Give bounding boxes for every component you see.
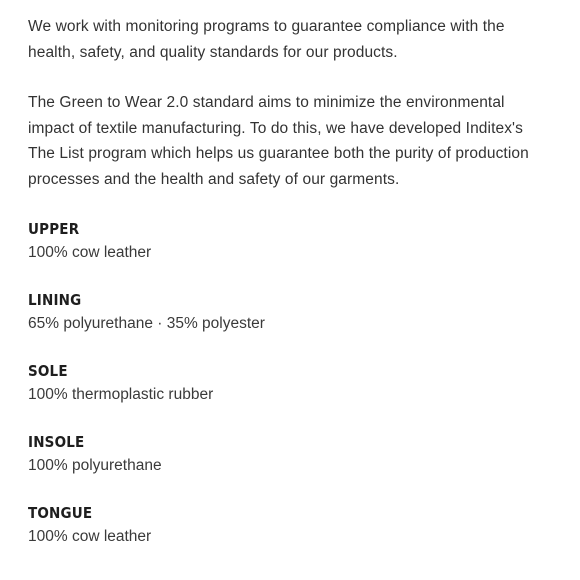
composition-heading: TONGUE xyxy=(28,504,93,522)
composition-value: 100% cow leather xyxy=(28,528,152,545)
composition-heading: SOLE xyxy=(28,362,68,380)
green-to-wear-paragraph: The Green to Wear 2.0 standard aims to minimize the environmental impact of textile manufacturing. To do this, we have developed Inditex's The List program which helps us guarantee both the purity of production processes and the health and safety of our garments. xyxy=(28,94,529,188)
monitoring-programs-paragraph: We work with monitoring programs to guarantee compliance with the health, safety, and quality standards for our products. xyxy=(28,18,505,61)
composition-sole xyxy=(28,359,550,407)
composition-value: 100% polyurethane xyxy=(28,457,162,474)
composition-lining xyxy=(28,288,550,336)
composition-upper xyxy=(28,217,550,265)
composition-value: 100% cow leather xyxy=(28,244,152,261)
composition-tongue xyxy=(28,501,550,549)
composition-heading: LINING xyxy=(28,291,82,309)
composition-value: 65% polyurethane · 35% polyester xyxy=(28,315,265,332)
composition-heading: INSOLE xyxy=(28,433,85,451)
composition-value: 100% thermoplastic rubber xyxy=(28,386,214,403)
composition-list xyxy=(28,217,550,549)
composition-heading: UPPER xyxy=(28,220,80,238)
compliance-info xyxy=(28,14,550,192)
composition-insole xyxy=(28,430,550,478)
